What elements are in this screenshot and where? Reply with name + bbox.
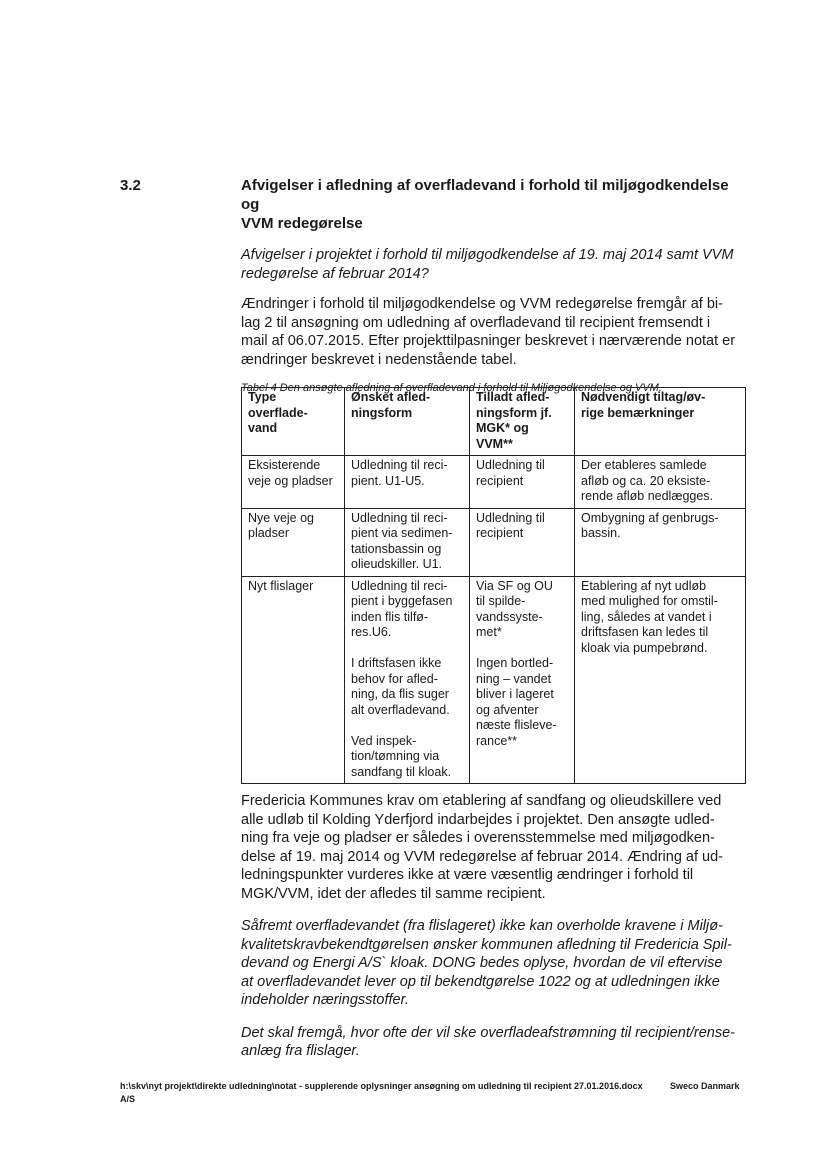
intro-paragraph: Ændringer i forhold til miljøgodkendelse og VVM redegørelse fremgår af bi- lag 2 til ansøgning om udledning af overfladevand til recipient fremsendt i mail af 06.07.2015. Efter projekttilpasninger beskrevet i nærværende notat er ændringer beskrevet i nedenstående tabel. xyxy=(241,296,736,368)
header-cell: Type overflade- vand xyxy=(242,388,345,456)
table-cell: Udledning til recipient xyxy=(470,456,575,509)
table-cell: Udledning til reci- pient i byggefasen inden flis tilfø- res.U6. I driftsfasen ikke behov for afled- ning, da flis suger alt overfladevand. Ved inspek- tion/tømning via sandfang til kloak. xyxy=(345,576,470,784)
body-paragraph: Fredericia Kommunes krav om etablering af sandfang og olieudskillere ved alle udløb til Kolding Yderfjord indarbejdes i projektet. Den ansøgte udled- ning fra veje og pladser er således i overensstemmelse med miljøgodken- delse af 19. maj 2014 og VVM redegørelse af februar 2014. Ændring af ud- ledningspunkter vurderes ikke at være væsentlig ændringer i forhold til MGK/VVM, idet der afledes til samme recipient. xyxy=(241,793,724,902)
table-cell: Eksisterende veje og pladser xyxy=(242,456,345,509)
body-content xyxy=(241,792,741,1061)
table-row xyxy=(242,508,746,576)
table-caption: Tabel 4 Den ansøgte afledning af overfladevand i forhold til Miljøgodkendelse og VVM. xyxy=(241,382,662,394)
body-paragraph-italic: Det skal fremgå, hvor ofte der vil ske overfladeafstrømning til recipient/rense- anlæg fra flislager. xyxy=(241,1024,736,1059)
footer-company: Sweco Danmark xyxy=(670,1081,740,1091)
table-cell: Via SF og OU til spilde- vandssyste- met* Ingen bortled- ning – vandet bliver i lageret og afventer næste flisleve- rance** xyxy=(470,576,575,784)
table-cell: Ombygning af genbrugs- bassin. xyxy=(575,508,746,576)
table-row xyxy=(242,576,746,784)
table-cell: Udledning til reci- pient via sedimen- tationsbassin og olieudskiller. U1. xyxy=(345,508,470,576)
section-number: 3.2 xyxy=(120,177,141,194)
table-cell: Der etableres samlede afløb og ca. 20 eksiste- rende afløb nedlægges. xyxy=(575,456,746,509)
table-cell: Etablering af nyt udløb med mulighed for omstil- ling, således at vandet i driftsfasen kan ledes til kloak via pumpebrønd. xyxy=(575,576,746,784)
table-cell: Udledning til recipient xyxy=(470,508,575,576)
intro-question: Afvigelser i projektet i forhold til miljøgodkendelse af 19. maj 2014 samt VVM redegørelse af februar 2014? xyxy=(241,247,734,282)
body-paragraph-italic: Såfremt overfladevandet (fra flislageret) ikke kan overholde kravene i Miljø- kvalitetskravbekendtgørelsen ønsker kommunen afledning til Fredericia Spil- devand og Energi A/S` kloak. DONG bedes oplyse, hvordan de vil eftervise at overfladevandet lever op til bekendtgørelse 1022 og at udledningen ikke indeholder næringsstoffer. xyxy=(241,918,732,1008)
header-cell: Ønsket afled- ningsform xyxy=(345,388,470,456)
footer-file-path: h:\skv\nyt projekt\direkte udledning\notat - supplerende oplysninger ansøgning om udledning til recipient 27.01.2016.docx A/S xyxy=(120,1081,643,1104)
section-content xyxy=(241,176,741,395)
table-cell: Nye veje og pladser xyxy=(242,508,345,576)
drainage-table xyxy=(241,387,746,784)
table-header-row xyxy=(242,388,746,456)
table-row xyxy=(242,456,746,509)
section-title: Afvigelser i afledning af overfladevand i forhold til miljøgodkendelse og VVM redegørelse xyxy=(241,177,729,232)
table-cell: Udledning til reci- pient. U1-U5. xyxy=(345,456,470,509)
header-cell: Tilladt afled- ningsform jf. MGK* og VVM** xyxy=(470,388,575,456)
table-cell: Nyt flislager xyxy=(242,576,345,784)
header-cell: Nødvendigt tiltag/øv- rige bemærkninger xyxy=(575,388,746,456)
